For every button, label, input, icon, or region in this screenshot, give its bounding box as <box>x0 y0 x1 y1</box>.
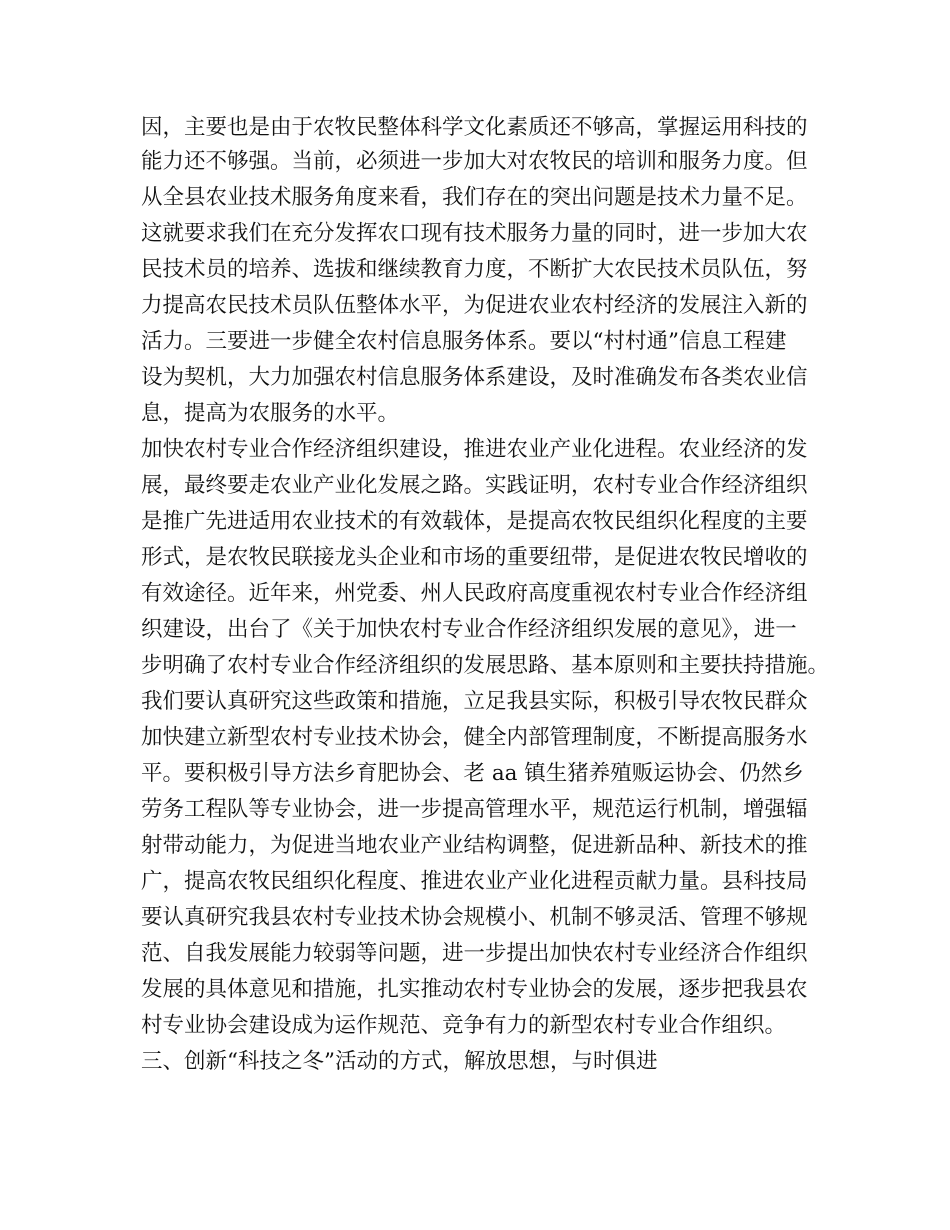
text-line: 形式，是农牧民联接龙头企业和市场的重要纽带，是促进农牧民增收的 <box>141 545 808 570</box>
text-line: 广，提高农牧民组织化程度、推进农业产业化进程贡献力量。县科技局 <box>141 869 808 894</box>
text-line: 加快建立新型农村专业技术协会，健全内部管理制度，不断提高服务水 <box>141 725 808 750</box>
text-line: 力提高农民技术员队伍整体水平，为促进农业农村经济的发展注入新的 <box>141 293 808 318</box>
text-line: 织建设，出台了《关于加快农村专业合作经济组织发展的意见》，进一 <box>141 617 797 642</box>
text-line: 因，主要也是由于农牧民整体科学文化素质还不够高，掌握运用科技的 <box>141 115 808 140</box>
text-line: 劳务工程队等专业协会，进一步提高管理水平，规范运行机制，增强辐 <box>141 797 808 822</box>
text-line: 能力还不够强。当前，必须进一步加大对农牧民的培训和服务力度。但 <box>141 149 808 174</box>
text-line: 息，提高为农服务的水平。 <box>141 401 400 426</box>
text-line: 展，最终要走农业产业化发展之路。实践证明，农村专业合作经济组织 <box>141 473 808 498</box>
text-line: 步明确了农村专业合作经济组织的发展思路、基本原则和主要扶持措施。 <box>141 653 830 678</box>
text-line: 我们要认真研究这些政策和措施，立足我县实际，积极引导农牧民群众 <box>141 689 808 714</box>
paragraph-start-line: 加快农村专业合作经济组织建设，推进农业产业化进程。农业经济的发 <box>141 437 808 462</box>
section-heading: 三、创新“科技之冬”活动的方式，解放思想，与时俱进 <box>141 1049 658 1074</box>
text-line: 范、自我发展能力较弱等问题，进一步提出加快农村专业经济合作组织 <box>141 941 808 966</box>
text-line: 活力。三要进一步健全农村信息服务体系。要以“村村通”信息工程建 <box>141 329 787 354</box>
text-line: 民技术员的培养、选拔和继续教育力度，不断扩大农民技术员队伍，努 <box>141 257 808 282</box>
text-line: 从全县农业技术服务角度来看，我们存在的突出问题是技术力量不足。 <box>141 185 808 210</box>
text-line: 是推广先进适用农业技术的有效载体，是提高农牧民组织化程度的主要 <box>141 509 808 534</box>
text-line: 发展的具体意见和措施，扎实推动农村专业协会的发展，逐步把我县农 <box>141 977 808 1002</box>
text-line: 有效途径。近年来，州党委、州人民政府高度重视农村专业合作经济组 <box>141 581 808 606</box>
text-line: 设为契机，大力加强农村信息服务体系建设，及时准确发布各类农业信 <box>141 365 808 390</box>
text-line: 射带动能力，为促进当地农业产业结构调整，促进新品种、新技术的推 <box>141 833 808 858</box>
text-line: 要认真研究我县农村专业技术协会规模小、机制不够灵活、管理不够规 <box>141 905 808 930</box>
text-line: 平。要积极引导方法乡育肥协会、老 aa 镇生猪养殖贩运协会、仍然乡 <box>141 761 804 786</box>
text-line: 这就要求我们在充分发挥农口现有技术服务力量的同时，进一步加大农 <box>141 221 808 246</box>
text-line: 村专业协会建设成为运作规范、竞争有力的新型农村专业合作组织。 <box>141 1013 787 1038</box>
